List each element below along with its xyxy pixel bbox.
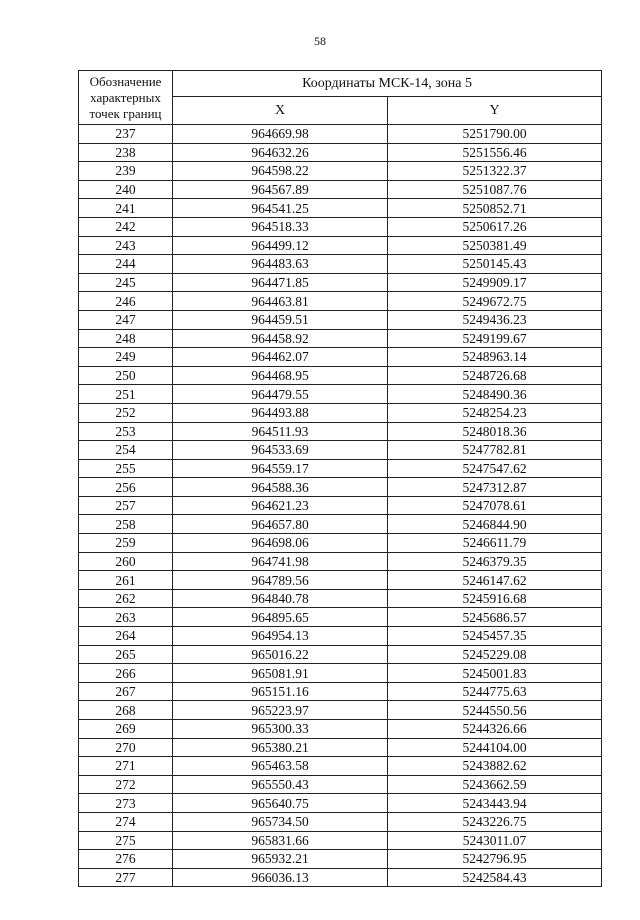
table-row (79, 757, 602, 776)
cell-point: 239 (79, 162, 173, 181)
cell-y: 5248963.14 (388, 348, 602, 367)
cell-x: 965081.91 (173, 664, 388, 683)
cell-x: 964657.80 (173, 515, 388, 534)
cell-point: 258 (79, 515, 173, 534)
cell-point: 271 (79, 757, 173, 776)
cell-y: 5246844.90 (388, 515, 602, 534)
cell-y: 5246379.35 (388, 552, 602, 571)
cell-point: 272 (79, 775, 173, 794)
cell-point: 260 (79, 552, 173, 571)
cell-y: 5243662.59 (388, 775, 602, 794)
cell-y: 5251322.37 (388, 162, 602, 181)
cell-x: 964499.12 (173, 236, 388, 255)
cell-y: 5243226.75 (388, 812, 602, 831)
cell-point: 275 (79, 831, 173, 850)
table-row (79, 329, 602, 348)
table-row (79, 775, 602, 794)
cell-x: 965016.22 (173, 645, 388, 664)
table-row (79, 645, 602, 664)
cell-y: 5250852.71 (388, 199, 602, 218)
table-row (79, 868, 602, 887)
cell-y: 5247312.87 (388, 478, 602, 497)
cell-x: 964954.13 (173, 627, 388, 646)
cell-point: 247 (79, 310, 173, 329)
cell-point: 267 (79, 682, 173, 701)
cell-x: 965734.50 (173, 812, 388, 831)
table-row (79, 217, 602, 236)
cell-point: 241 (79, 199, 173, 218)
cell-point: 255 (79, 459, 173, 478)
cell-x: 964459.51 (173, 310, 388, 329)
cell-x: 964632.26 (173, 143, 388, 162)
cell-y: 5245686.57 (388, 608, 602, 627)
cell-x: 965223.97 (173, 701, 388, 720)
cell-x: 964518.33 (173, 217, 388, 236)
cell-x: 965640.75 (173, 794, 388, 813)
cell-x: 964533.69 (173, 441, 388, 460)
cell-x: 964895.65 (173, 608, 388, 627)
cell-point: 276 (79, 850, 173, 869)
cell-x: 964621.23 (173, 496, 388, 515)
cell-point: 238 (79, 143, 173, 162)
cell-y: 5245916.68 (388, 589, 602, 608)
cell-point: 270 (79, 738, 173, 757)
table-row (79, 348, 602, 367)
cell-y: 5245457.35 (388, 627, 602, 646)
cell-y: 5246611.79 (388, 534, 602, 553)
table-row (79, 794, 602, 813)
cell-y: 5249436.23 (388, 310, 602, 329)
table-row (79, 310, 602, 329)
cell-x: 964598.22 (173, 162, 388, 181)
cell-y: 5250381.49 (388, 236, 602, 255)
table-row (79, 459, 602, 478)
cell-x: 965300.33 (173, 720, 388, 739)
cell-y: 5246147.62 (388, 571, 602, 590)
table-body (79, 125, 602, 887)
table-row (79, 589, 602, 608)
cell-x: 964541.25 (173, 199, 388, 218)
page-number: 58 (314, 34, 326, 48)
cell-point: 249 (79, 348, 173, 367)
cell-point: 263 (79, 608, 173, 627)
table-row (79, 255, 602, 274)
table-row (79, 720, 602, 739)
cell-x: 964479.55 (173, 385, 388, 404)
cell-x: 964458.92 (173, 329, 388, 348)
cell-point: 268 (79, 701, 173, 720)
header-y: Y (388, 97, 602, 125)
cell-y: 5247782.81 (388, 441, 602, 460)
cell-point: 256 (79, 478, 173, 497)
header-x: X (173, 97, 388, 125)
table-row (79, 143, 602, 162)
table-row (79, 403, 602, 422)
cell-point: 257 (79, 496, 173, 515)
cell-y: 5250145.43 (388, 255, 602, 274)
cell-y: 5243882.62 (388, 757, 602, 776)
table-row (79, 180, 602, 199)
cell-x: 965550.43 (173, 775, 388, 794)
cell-point: 243 (79, 236, 173, 255)
cell-x: 964483.63 (173, 255, 388, 274)
cell-point: 254 (79, 441, 173, 460)
table-row (79, 608, 602, 627)
cell-x: 964462.07 (173, 348, 388, 367)
cell-x: 964567.89 (173, 180, 388, 199)
cell-y: 5244775.63 (388, 682, 602, 701)
cell-point: 277 (79, 868, 173, 887)
cell-y: 5248254.23 (388, 403, 602, 422)
cell-x: 964698.06 (173, 534, 388, 553)
cell-point: 262 (79, 589, 173, 608)
cell-y: 5248726.68 (388, 366, 602, 385)
cell-y: 5242584.43 (388, 868, 602, 887)
cell-y: 5247078.61 (388, 496, 602, 515)
cell-point: 242 (79, 217, 173, 236)
table-row (79, 478, 602, 497)
cell-y: 5251790.00 (388, 125, 602, 144)
coordinates-table (78, 70, 602, 887)
cell-point: 274 (79, 812, 173, 831)
table-row (79, 627, 602, 646)
cell-y: 5244326.66 (388, 720, 602, 739)
cell-y: 5243011.07 (388, 831, 602, 850)
cell-x: 964789.56 (173, 571, 388, 590)
table-row (79, 125, 602, 144)
table-row (79, 515, 602, 534)
cell-x: 964741.98 (173, 552, 388, 571)
cell-y: 5244550.56 (388, 701, 602, 720)
cell-y: 5245001.83 (388, 664, 602, 683)
cell-point: 244 (79, 255, 173, 274)
table-row (79, 162, 602, 181)
table-row (79, 273, 602, 292)
cell-y: 5248018.36 (388, 422, 602, 441)
table-row (79, 385, 602, 404)
cell-y: 5245229.08 (388, 645, 602, 664)
cell-point: 245 (79, 273, 173, 292)
table-row (79, 682, 602, 701)
cell-y: 5248490.36 (388, 385, 602, 404)
table-row (79, 571, 602, 590)
cell-x: 966036.13 (173, 868, 388, 887)
cell-x: 964840.78 (173, 589, 388, 608)
cell-y: 5251087.76 (388, 180, 602, 199)
table-row (79, 534, 602, 553)
cell-point: 248 (79, 329, 173, 348)
cell-x: 965151.16 (173, 682, 388, 701)
table-row (79, 441, 602, 460)
cell-y: 5243443.94 (388, 794, 602, 813)
cell-point: 266 (79, 664, 173, 683)
cell-y: 5247547.62 (388, 459, 602, 478)
table-row (79, 496, 602, 515)
table-row (79, 701, 602, 720)
cell-y: 5249909.17 (388, 273, 602, 292)
cell-x: 965463.58 (173, 757, 388, 776)
table-row (79, 738, 602, 757)
cell-point: 259 (79, 534, 173, 553)
cell-x: 964471.85 (173, 273, 388, 292)
cell-point: 250 (79, 366, 173, 385)
cell-y: 5249199.67 (388, 329, 602, 348)
table-row (79, 292, 602, 311)
cell-y: 5244104.00 (388, 738, 602, 757)
table-row (79, 366, 602, 385)
cell-x: 964588.36 (173, 478, 388, 497)
cell-point: 251 (79, 385, 173, 404)
cell-point: 240 (79, 180, 173, 199)
cell-point: 273 (79, 794, 173, 813)
cell-point: 252 (79, 403, 173, 422)
cell-x: 964511.93 (173, 422, 388, 441)
cell-y: 5251556.46 (388, 143, 602, 162)
table-row (79, 422, 602, 441)
cell-y: 5249672.75 (388, 292, 602, 311)
table-row (79, 664, 602, 683)
cell-point: 269 (79, 720, 173, 739)
cell-x: 965831.66 (173, 831, 388, 850)
cell-point: 265 (79, 645, 173, 664)
cell-x: 964468.95 (173, 366, 388, 385)
cell-x: 965380.21 (173, 738, 388, 757)
cell-point: 237 (79, 125, 173, 144)
cell-point: 264 (79, 627, 173, 646)
cell-y: 5250617.26 (388, 217, 602, 236)
cell-x: 964559.17 (173, 459, 388, 478)
header-designation: Обозначение характерных точек границ (79, 71, 173, 125)
cell-point: 246 (79, 292, 173, 311)
cell-x: 964463.81 (173, 292, 388, 311)
cell-y: 5242796.95 (388, 850, 602, 869)
table-row (79, 199, 602, 218)
table-row (79, 812, 602, 831)
table-row (79, 850, 602, 869)
cell-x: 964669.98 (173, 125, 388, 144)
header-coordinates-group: Координаты МСК-14, зона 5 (173, 71, 602, 97)
table-row (79, 236, 602, 255)
cell-point: 261 (79, 571, 173, 590)
cell-point: 253 (79, 422, 173, 441)
cell-x: 965932.21 (173, 850, 388, 869)
table-row (79, 552, 602, 571)
table-row (79, 831, 602, 850)
cell-x: 964493.88 (173, 403, 388, 422)
